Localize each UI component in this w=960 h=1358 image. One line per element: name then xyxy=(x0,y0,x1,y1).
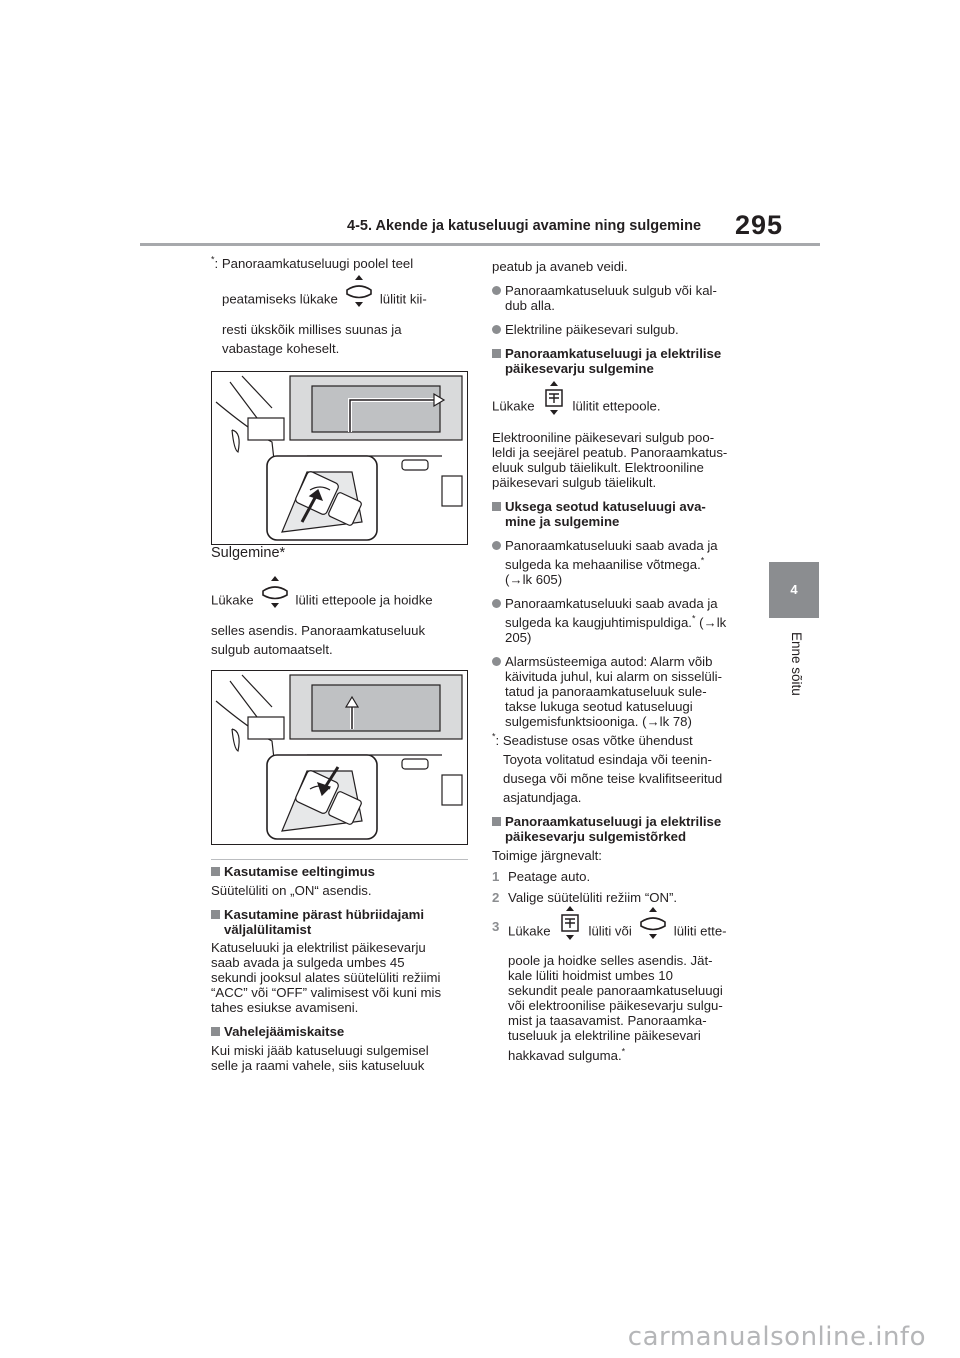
bullet-item: Alarmsüsteemiga autod: Alarm võib käivituda juhul, kui alarm on sisselüli- tatud ja panoraamkatuseluuk sule- takse lukuga seotud katuseluugi sulgemisfunktsiooniga. (→lk 78) xyxy=(492,654,758,729)
sunshade-switch-icon xyxy=(557,905,583,959)
closing-block: Sulgemine* Lükake lüliti ettepoole ja hoidke selles asendis. Panoraamkatuseluuk sulgub automaatselt. xyxy=(211,546,469,657)
section-title: 4-5. Akende ja katuseluugi avamine ning sulgemine xyxy=(347,218,702,234)
section-heading: Uksega seotud katuseluugi ava- mine ja sulgemine xyxy=(492,499,758,529)
sunroof-switch-figure-open xyxy=(211,371,468,545)
left-sections: Kasutamise eeltingimus Süütelüliti on „ON“ asendis. Kasutamine pärast hübriidajami väljalülitamist Katuseluuki ja elektrilist päikesevarju saab avada ja sulgeda umbes 45 sekundi jooksul alates süütelüliti režiimi “ACC” või “OFF” valimisest või kuni mis tahes esiukse avamiseni. Vahelejäämiskaitse Kui miski jääb katuseluugi sulgemisel selle ja raami vahele, siis katuseluuk xyxy=(211,864,473,1073)
section-heading: Kasutamine pärast hübriidajami väljalülitamist xyxy=(211,907,473,937)
watermark: carmanualsonline.info xyxy=(627,1322,926,1352)
sunroof-tilt-switch-icon xyxy=(638,906,668,958)
left-footnote: *: Panoraamkatuseluugi poolel teel peatamiseks lükake lülitit kii- resti ükskõik millises suunas ja vabastage koheselt. xyxy=(211,254,427,356)
bullet-item: Panoraamkatuseluuki saab avada ja sulgeda ka kaugjuhtimispuldiga.* (→lk 205) xyxy=(492,596,758,645)
chapter-tab: 4 xyxy=(769,562,819,618)
bullet-item: Elektriline päikesevari sulgub. xyxy=(492,322,758,337)
sunroof-tilt-switch-icon xyxy=(344,274,374,326)
closing-title: Sulgemine* xyxy=(211,545,286,561)
section-heading: Panoraamkatuseluugi ja elektrilise päikesevarju sulgemine xyxy=(492,346,758,376)
bullet-item: Panoraamkatuseluuki saab avada ja sulgeda ka mehaanilise võtmega.* (→lk 605) xyxy=(492,538,758,587)
right-footnote: *: Seadistuse osas võtke ühendust xyxy=(492,731,693,748)
section-heading: Panoraamkatuseluugi ja elektrilise päikesevarju sulgemistõrked xyxy=(492,814,758,844)
section-heading: Kasutamise eeltingimus xyxy=(211,864,473,879)
page-number: 295 xyxy=(735,210,784,240)
sunroof-switch-figure-close xyxy=(211,670,468,845)
step-item: 1 Peatage auto. xyxy=(492,869,591,884)
step-item: 3 Lükake lüliti või lüliti ette- xyxy=(492,905,758,949)
sunshade-switch-icon xyxy=(541,380,567,434)
section-divider xyxy=(211,859,468,860)
section-heading: Vahelejäämiskaitse xyxy=(211,1024,473,1039)
step-item: 2 Valige süütelüliti režiim “ON”. xyxy=(492,890,678,905)
right-column: peatub ja avaneb veidi. Panoraamkatuseluuk sulgub või kal- dub alla. Elektriline päikesevari sulgub. Panoraamkatuseluugi ja elektrilise päikesevarju sulgemine Lükake lülitit ettepoole. Elektrooniline päikesevari sulgub poo- leldi ja seejärel peatub. Panoraamkatus- eluuk sulgub täielikult. Elektrooniline päikesevari sulgub täielikult. Uksega seotud katuseluugi ava- mine ja sulgemine Panoraamkatuseluuki saab avada ja sulgeda ka mehaanilise võtmega.* (→lk 605) Panoraamkatuseluuki saab avada ja sulgeda ka kaugjuhtimispuldiga.* (→lk 205) Alarmsüsteemiga autod: Alarm võib käivituda juhul, kui alarm on sisselüli- tatud ja panoraamkatuseluuk sule- takse lukuga seotud katuseluugi sulgemisfunktsiooniga. (→lk 78) *: Seadistuse osas võtke ühendust Toyota volitatud esindaja või teenin- dusega või mõne teise kvalifitseeritud asjatundjaga. Panoraamkatuseluugi ja elektrilise päikesevarju sulgemistõrked Toimige järgnevalt: 1 Peatage auto. 2 Valige süütelüliti režiim “ON”. 3 Lükake lüliti või lüliti ette- poole ja hoidke selles asendis. Jät- kale lüliti hoidmist umbes 10 sekundit peale panoraamkatuseluugi või elektroonilise päikesevarju sulgu- mist ja taasavamist. Panoraamka- tuseluuk ja elektriline päikesevari hakkavad sulguma.* xyxy=(492,259,758,1063)
chapter-label: Enne sõitu xyxy=(789,632,804,696)
bullet-item: Panoraamkatuseluuk sulgub või kal- dub alla. xyxy=(492,283,758,313)
sunroof-tilt-switch-icon xyxy=(260,575,290,627)
header-divider xyxy=(140,243,820,246)
